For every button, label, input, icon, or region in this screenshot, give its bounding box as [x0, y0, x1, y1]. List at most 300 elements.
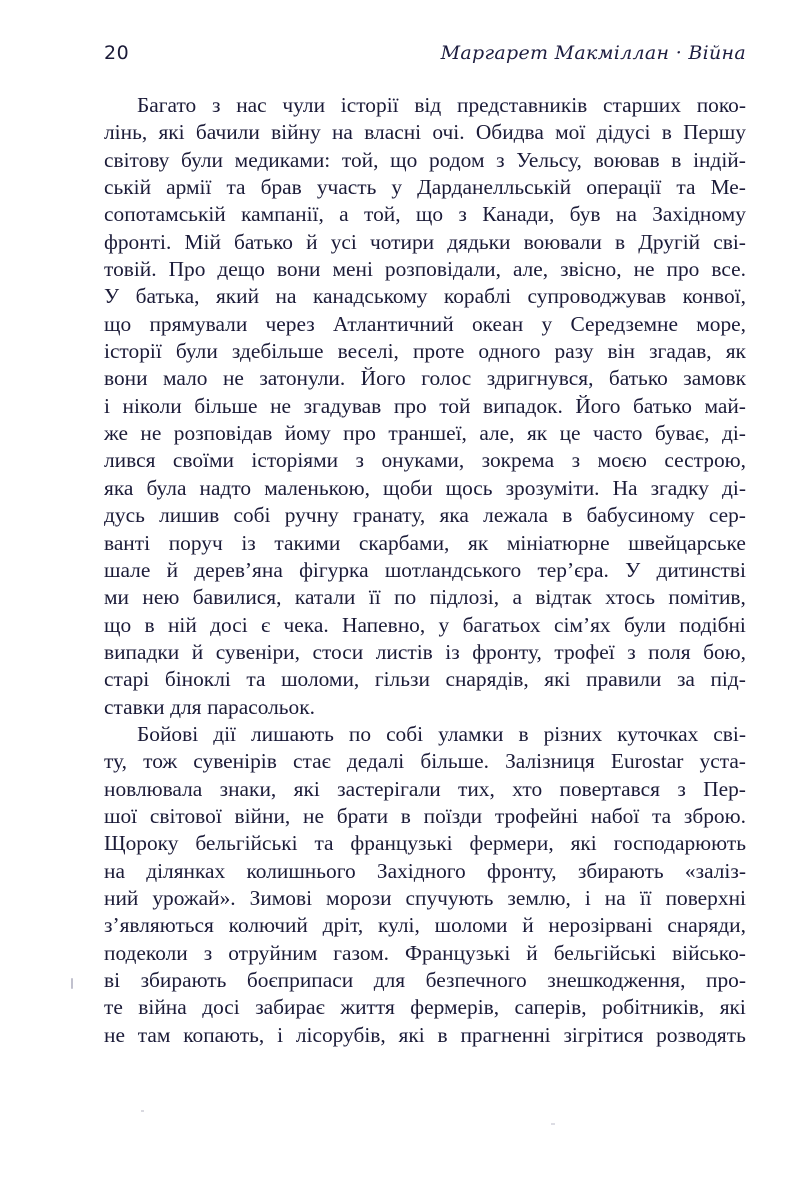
word: для	[170, 694, 202, 719]
word: Щороку	[104, 831, 179, 856]
text-line	[104, 365, 746, 392]
word: зокрема	[481, 448, 555, 473]
word: в	[661, 120, 672, 145]
word: по	[348, 721, 372, 746]
word: які	[570, 831, 597, 856]
word: та	[314, 831, 334, 856]
word: випадок.	[482, 393, 563, 418]
word: боєприпаси	[246, 968, 354, 992]
word: той,	[364, 202, 401, 227]
word: куточках	[617, 721, 699, 746]
word: із	[241, 530, 256, 555]
text-line	[104, 283, 746, 310]
word: мало	[163, 366, 208, 391]
word: досі	[202, 995, 240, 1020]
word: повертався	[559, 776, 660, 801]
word: не	[270, 393, 292, 418]
word: та	[226, 175, 246, 200]
word: дерев’яна	[194, 557, 283, 582]
word: він	[607, 339, 636, 364]
word: фронту,	[486, 858, 557, 883]
word: маленькою,	[264, 475, 370, 500]
word: ній	[167, 612, 197, 637]
word: історії	[104, 339, 162, 364]
word: парасольок.	[207, 694, 315, 719]
word: є	[261, 612, 271, 637]
text-line	[104, 502, 746, 529]
word: Про	[168, 257, 206, 282]
word: бельгійські	[195, 831, 298, 856]
word: по	[394, 585, 417, 610]
word: які	[544, 667, 571, 692]
word: разу	[554, 339, 594, 364]
word: щоби	[383, 475, 433, 500]
word: отруйним	[228, 940, 318, 965]
text-line	[104, 748, 746, 775]
word: кораблі	[443, 284, 512, 309]
word: в	[562, 503, 573, 528]
word: на	[331, 120, 353, 145]
word: часто	[592, 421, 643, 446]
word: ді-	[721, 421, 746, 446]
word: які	[398, 1022, 425, 1047]
word: шої	[104, 803, 138, 828]
word: її	[368, 585, 381, 610]
word: робітників,	[602, 995, 705, 1020]
word: лишив	[159, 503, 220, 528]
word: тер’єра.	[537, 557, 609, 582]
word: сер-	[708, 503, 746, 528]
word: яка	[104, 475, 134, 500]
word: нею	[142, 585, 180, 610]
word: чотири	[370, 229, 435, 254]
word: Пер-	[703, 776, 746, 801]
word: новлювала	[104, 776, 203, 801]
word: трофеї	[554, 639, 615, 664]
text-line	[104, 858, 746, 885]
word: що	[104, 612, 132, 637]
text-line	[104, 256, 746, 283]
word: чека.	[283, 612, 329, 637]
word: буває,	[654, 421, 710, 446]
word: не	[222, 366, 244, 391]
word: згадував	[303, 393, 382, 418]
word: сім’ях	[553, 612, 611, 637]
word: більше.	[420, 749, 489, 774]
word: Другій	[638, 229, 701, 254]
word: батько	[632, 393, 692, 418]
word: ми	[104, 585, 129, 610]
word: сві-	[713, 229, 746, 254]
word: помітив,	[668, 585, 746, 610]
word: На	[612, 475, 638, 500]
word: фермерів,	[410, 995, 500, 1020]
word: сувеніри,	[215, 639, 300, 664]
word: ніколи	[122, 393, 182, 418]
word: тих,	[458, 776, 495, 801]
word: У	[625, 557, 641, 582]
word: та	[652, 803, 672, 828]
word: набої	[590, 803, 640, 828]
word: Залізниця	[505, 749, 595, 774]
word: Напевно,	[342, 612, 426, 637]
word: батька,	[135, 284, 200, 309]
paragraph-1	[104, 92, 746, 721]
word: поїзди	[423, 803, 483, 828]
word: були	[175, 339, 218, 364]
word: з	[203, 940, 213, 965]
word: про	[666, 257, 700, 282]
word: одного	[478, 339, 541, 364]
word: були	[623, 612, 666, 637]
word: й	[522, 913, 534, 938]
word: згадав,	[649, 339, 712, 364]
word: конвої,	[682, 284, 746, 309]
word: Уельсу,	[516, 147, 582, 172]
word: воювали	[523, 229, 602, 254]
word: бавилися,	[192, 585, 282, 610]
word: океан	[471, 311, 524, 336]
word: шале	[104, 557, 151, 582]
word: армії	[166, 175, 212, 200]
word: збирають	[577, 858, 664, 883]
word: були	[181, 147, 223, 172]
word: медиками:	[234, 147, 331, 172]
running-head-title: Маргарет Макміллан · Війна	[440, 42, 746, 64]
word: Ме-	[710, 175, 746, 200]
word: гранату,	[352, 503, 426, 528]
word: траншеї,	[388, 421, 467, 446]
word: море,	[696, 311, 746, 336]
word: там	[137, 1022, 171, 1047]
word: світової	[149, 803, 222, 828]
word: представників	[457, 93, 588, 117]
text-line	[104, 830, 746, 857]
text-line	[104, 803, 746, 830]
word: збирають	[140, 968, 227, 992]
word: який	[215, 284, 260, 309]
text-line	[104, 721, 746, 748]
word: шоломи	[434, 913, 508, 938]
word: Його	[360, 366, 406, 391]
word: багатьох	[462, 612, 541, 637]
text-line	[104, 229, 746, 256]
word: поверхні	[665, 885, 746, 910]
word: й	[526, 940, 538, 965]
word: ванті	[104, 530, 151, 555]
word: фронті.	[104, 229, 172, 254]
text-line	[104, 393, 746, 420]
word: Обидва	[475, 120, 544, 145]
word: ту,	[104, 749, 127, 774]
word: в	[518, 721, 529, 746]
word: спучують	[405, 885, 494, 910]
word: катали	[294, 585, 356, 610]
word: бою,	[703, 639, 746, 664]
word: у	[391, 175, 403, 200]
word: мої	[555, 120, 586, 145]
word: її	[639, 885, 652, 910]
word: старших	[603, 93, 681, 117]
word: історії	[340, 93, 399, 117]
text-line	[104, 584, 746, 611]
word: у	[541, 311, 553, 336]
word: Бойові	[137, 721, 199, 746]
word: випадки	[104, 639, 180, 664]
word: «заліз-	[684, 858, 746, 883]
word: трофейні	[494, 803, 579, 828]
text-line	[104, 311, 746, 338]
margin-speck	[71, 978, 73, 989]
word: сопотамській	[104, 202, 226, 227]
word: відтак	[535, 585, 592, 610]
word: не	[633, 257, 655, 282]
word: чули	[282, 93, 326, 117]
text-line	[104, 420, 746, 447]
word: подібні	[679, 612, 746, 637]
word: уста-	[699, 749, 746, 774]
word: фермери,	[469, 831, 554, 856]
word: ді-	[722, 475, 746, 500]
word: замовк	[683, 366, 746, 391]
word: та	[676, 175, 696, 200]
scan-artifact	[551, 1123, 555, 1125]
word: шотландського	[384, 557, 522, 582]
running-head	[104, 44, 746, 70]
word: канадському	[312, 284, 428, 309]
word: усі	[330, 229, 357, 254]
word: з	[677, 776, 686, 801]
word: військо-	[672, 940, 746, 965]
word: не	[104, 1022, 125, 1047]
text-line	[104, 174, 746, 201]
word: бельгійські	[553, 940, 657, 965]
word: Eurostar	[610, 749, 684, 774]
word: ській	[104, 175, 152, 200]
word: швейцарське	[628, 530, 746, 555]
word: дусь	[104, 503, 145, 528]
text-line	[104, 940, 746, 967]
word: вони	[276, 257, 321, 282]
word: що	[104, 311, 132, 336]
word: а	[512, 585, 522, 610]
word: уламки	[438, 721, 504, 746]
word: колишнього	[246, 858, 356, 883]
word: війни,	[234, 803, 291, 828]
word: про	[393, 393, 427, 418]
word: шоломи,	[281, 667, 360, 692]
text-line	[104, 338, 746, 365]
text-line	[104, 666, 746, 693]
word: як	[468, 530, 489, 555]
text-line	[104, 447, 746, 474]
body-text-block	[104, 92, 746, 1049]
word: була	[146, 475, 187, 500]
word: гільзи	[374, 667, 430, 692]
word: не	[303, 803, 324, 828]
word: листів	[375, 639, 433, 664]
word: колючий	[228, 913, 308, 938]
word: ний	[104, 885, 139, 910]
word: товій.	[104, 257, 157, 282]
word: дріт,	[322, 913, 364, 938]
word: участь	[316, 175, 377, 200]
word: нерозірвані	[548, 913, 653, 938]
word: супроводжував	[527, 284, 667, 309]
text-line	[104, 885, 746, 912]
word: здебільше	[231, 339, 324, 364]
word: воював	[593, 147, 660, 172]
word: від	[414, 93, 442, 117]
word: які	[158, 120, 185, 145]
word: про	[343, 421, 376, 446]
word: бачили	[195, 120, 260, 145]
word: дещо	[217, 257, 265, 282]
text-line	[104, 147, 746, 174]
word: Канади,	[482, 202, 555, 227]
word: той	[439, 393, 471, 418]
word: забирає	[255, 995, 325, 1020]
word: знешкодження,	[547, 968, 686, 992]
word: в	[144, 612, 155, 637]
word: на	[104, 858, 125, 883]
scan-artifact	[141, 1110, 144, 1112]
word: Середземне	[570, 311, 678, 336]
word: та	[246, 667, 266, 692]
word: газом.	[333, 940, 390, 965]
word: різних	[543, 721, 603, 746]
word: собі	[233, 503, 271, 528]
word: Зимові	[249, 885, 313, 910]
word: моєю	[597, 448, 647, 473]
word: розводять	[656, 1022, 746, 1047]
word: Багато	[137, 93, 197, 117]
word: безпечного	[425, 968, 527, 992]
text-line	[104, 994, 746, 1021]
word: мені	[332, 257, 373, 282]
word: надто	[199, 475, 252, 500]
word: онуками,	[381, 448, 465, 473]
text-line	[104, 557, 746, 584]
word: в	[437, 1022, 448, 1047]
word: поко-	[696, 93, 746, 117]
word: прямували	[149, 311, 248, 336]
word: брав	[260, 175, 302, 200]
word: своїми	[172, 448, 234, 473]
word: з	[627, 639, 636, 664]
word: операції	[586, 175, 662, 200]
word: на	[615, 202, 637, 227]
text-line	[104, 475, 746, 502]
word: проте	[412, 339, 465, 364]
word: дедалі	[346, 749, 405, 774]
word: світову	[104, 147, 170, 172]
text-line	[104, 967, 746, 994]
word: в	[671, 147, 682, 172]
word: Мій	[184, 229, 221, 254]
word: у	[438, 612, 450, 637]
word: веселі,	[337, 339, 399, 364]
word: бабусиному	[586, 503, 695, 528]
word: брати	[336, 803, 389, 828]
word: сві-	[713, 721, 746, 746]
word: й	[166, 557, 179, 582]
word: з	[496, 147, 505, 172]
word: індій-	[693, 147, 746, 172]
word: що	[390, 147, 418, 172]
word: затонули.	[259, 366, 346, 391]
word: лишають	[250, 721, 334, 746]
word: снаряди,	[667, 913, 746, 938]
word: вони	[104, 366, 148, 391]
word: для	[373, 968, 406, 992]
word: з	[571, 448, 581, 473]
word: що	[415, 202, 444, 227]
word: те	[104, 995, 123, 1020]
word: Французькі	[405, 940, 511, 965]
word: й	[306, 229, 318, 254]
word: звісно,	[560, 257, 622, 282]
word: батько	[608, 366, 668, 391]
word: знаки,	[219, 776, 277, 801]
word: кулі,	[378, 913, 420, 938]
word: дядьки	[447, 229, 511, 254]
word: Атлантичний	[332, 311, 454, 336]
word: війна	[138, 995, 187, 1020]
word: лежала	[483, 503, 548, 528]
word: через	[265, 311, 315, 336]
word: ві	[104, 968, 121, 992]
word: урожай».	[152, 885, 236, 910]
word: але,	[479, 421, 515, 446]
word: Дарданелльській	[417, 175, 572, 200]
word: з	[458, 202, 467, 227]
text-line	[104, 201, 746, 228]
word: лісорубів,	[295, 1022, 386, 1047]
word: був	[569, 202, 601, 227]
word: стоси	[312, 639, 364, 664]
word: застерігали	[337, 776, 441, 801]
word: дії	[213, 721, 236, 746]
word: голос	[421, 366, 472, 391]
word: поруч	[168, 530, 223, 555]
word: на	[275, 284, 297, 309]
word: на	[604, 885, 626, 910]
word: же	[104, 421, 128, 446]
text-line	[104, 912, 746, 939]
word: ручну	[284, 503, 339, 528]
word: підлозі,	[429, 585, 500, 610]
word: хтось	[605, 585, 655, 610]
word: зігрітися	[563, 1022, 644, 1047]
word: очі.	[432, 120, 465, 145]
word: зброю.	[683, 803, 746, 828]
text-line	[104, 119, 746, 146]
word: життя	[340, 995, 395, 1020]
paragraph-2	[104, 721, 746, 1049]
word: нас	[236, 93, 267, 117]
word: які	[719, 995, 746, 1020]
word: копають,	[183, 1022, 265, 1047]
word: господарюють	[613, 831, 746, 856]
word: Західного	[376, 858, 466, 883]
word: зрозуміти.	[505, 475, 600, 500]
word: й	[191, 639, 204, 664]
word: розповідали,	[384, 257, 501, 282]
word: лінь,	[104, 120, 148, 145]
word: а	[339, 202, 349, 227]
word: Західному	[652, 202, 746, 227]
